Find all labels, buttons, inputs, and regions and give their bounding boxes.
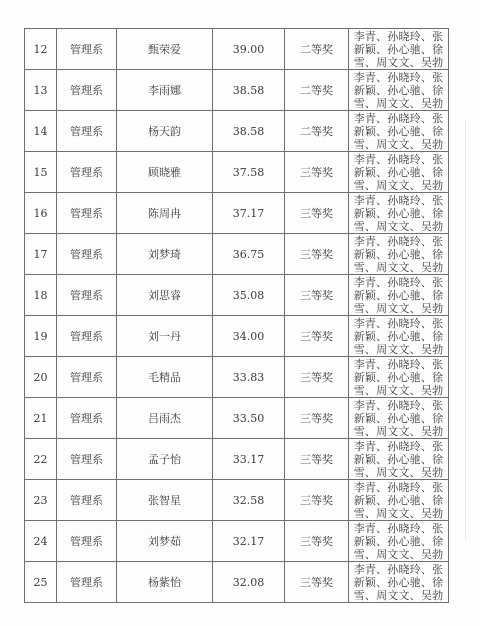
student-name-cell: 甄荣爱 xyxy=(117,29,213,70)
table-row xyxy=(25,234,449,275)
award-cell: 三等奖 xyxy=(285,275,349,316)
department-cell: 管理系 xyxy=(57,398,117,439)
scan-edge-line xyxy=(465,120,466,540)
row-number-cell: 14 xyxy=(25,111,57,152)
score-cell: 37.58 xyxy=(213,152,285,193)
row-number-cell: 13 xyxy=(25,70,57,111)
score-cell: 35.08 xyxy=(213,275,285,316)
student-name-cell: 刘思睿 xyxy=(117,275,213,316)
student-name-cell: 孟子怡 xyxy=(117,439,213,480)
department-cell: 管理系 xyxy=(57,562,117,603)
table-row xyxy=(25,562,449,603)
score-cell: 32.58 xyxy=(213,480,285,521)
table-row xyxy=(25,70,449,111)
table-row xyxy=(25,480,449,521)
table-row xyxy=(25,357,449,398)
row-number-cell: 12 xyxy=(25,29,57,70)
row-number-cell: 24 xyxy=(25,521,57,562)
award-cell: 三等奖 xyxy=(285,316,349,357)
score-cell: 32.08 xyxy=(213,562,285,603)
award-cell: 三等奖 xyxy=(285,521,349,562)
table-row xyxy=(25,398,449,439)
table-row xyxy=(25,193,449,234)
row-number-cell: 21 xyxy=(25,398,57,439)
award-cell: 三等奖 xyxy=(285,439,349,480)
instructors-cell: 李青、孙晓玲、张新颖、孙心驰、徐雪、周文文、吴勃 xyxy=(349,193,449,234)
row-number-cell: 23 xyxy=(25,480,57,521)
row-number-cell: 17 xyxy=(25,234,57,275)
department-cell: 管理系 xyxy=(57,29,117,70)
student-name-cell: 陈周冉 xyxy=(117,193,213,234)
award-cell: 二等奖 xyxy=(285,29,349,70)
department-cell: 管理系 xyxy=(57,193,117,234)
score-cell: 33.50 xyxy=(213,398,285,439)
department-cell: 管理系 xyxy=(57,111,117,152)
instructors-cell: 李青、孙晓玲、张新颖、孙心驰、徐雪、周文文、吴勃 xyxy=(349,562,449,603)
row-number-cell: 16 xyxy=(25,193,57,234)
award-cell: 二等奖 xyxy=(285,70,349,111)
award-table xyxy=(24,28,449,603)
department-cell: 管理系 xyxy=(57,357,117,398)
instructors-cell: 李青、孙晓玲、张新颖、孙心驰、徐雪、周文文、吴勃 xyxy=(349,70,449,111)
score-cell: 38.58 xyxy=(213,111,285,152)
score-cell: 38.58 xyxy=(213,70,285,111)
table-row xyxy=(25,29,449,70)
award-cell: 三等奖 xyxy=(285,398,349,439)
table-row xyxy=(25,439,449,480)
score-cell: 34.00 xyxy=(213,316,285,357)
score-cell: 33.17 xyxy=(213,439,285,480)
student-name-cell: 杨天韵 xyxy=(117,111,213,152)
department-cell: 管理系 xyxy=(57,521,117,562)
table-row xyxy=(25,316,449,357)
row-number-cell: 20 xyxy=(25,357,57,398)
row-number-cell: 15 xyxy=(25,152,57,193)
score-cell: 37.17 xyxy=(213,193,285,234)
student-name-cell: 刘梦琦 xyxy=(117,234,213,275)
instructors-cell: 李青、孙晓玲、张新颖、孙心驰、徐雪、周文文、吴勃 xyxy=(349,275,449,316)
instructors-cell: 李青、孙晓玲、张新颖、孙心驰、徐雪、周文文、吴勃 xyxy=(349,521,449,562)
award-cell: 三等奖 xyxy=(285,357,349,398)
instructors-cell: 李青、孙晓玲、张新颖、孙心驰、徐雪、周文文、吴勃 xyxy=(349,234,449,275)
student-name-cell: 杨紫怡 xyxy=(117,562,213,603)
score-cell: 33.83 xyxy=(213,357,285,398)
award-cell: 三等奖 xyxy=(285,193,349,234)
score-cell: 39.00 xyxy=(213,29,285,70)
award-cell: 三等奖 xyxy=(285,480,349,521)
student-name-cell: 刘梦茹 xyxy=(117,521,213,562)
row-number-cell: 19 xyxy=(25,316,57,357)
student-name-cell: 刘一丹 xyxy=(117,316,213,357)
award-cell: 三等奖 xyxy=(285,562,349,603)
instructors-cell: 李青、孙晓玲、张新颖、孙心驰、徐雪、周文文、吴勃 xyxy=(349,29,449,70)
table-row xyxy=(25,275,449,316)
department-cell: 管理系 xyxy=(57,234,117,275)
instructors-cell: 李青、孙晓玲、张新颖、孙心驰、徐雪、周文文、吴勃 xyxy=(349,480,449,521)
instructors-cell: 李青、孙晓玲、张新颖、孙心驰、徐雪、周文文、吴勃 xyxy=(349,152,449,193)
instructors-cell: 李青、孙晓玲、张新颖、孙心驰、徐雪、周文文、吴勃 xyxy=(349,316,449,357)
instructors-cell: 李青、孙晓玲、张新颖、孙心驰、徐雪、周文文、吴勃 xyxy=(349,439,449,480)
row-number-cell: 18 xyxy=(25,275,57,316)
instructors-cell: 李青、孙晓玲、张新颖、孙心驰、徐雪、周文文、吴勃 xyxy=(349,398,449,439)
row-number-cell: 22 xyxy=(25,439,57,480)
department-cell: 管理系 xyxy=(57,439,117,480)
award-cell: 三等奖 xyxy=(285,152,349,193)
row-number-cell: 25 xyxy=(25,562,57,603)
department-cell: 管理系 xyxy=(57,480,117,521)
award-table-body xyxy=(25,29,449,603)
department-cell: 管理系 xyxy=(57,152,117,193)
award-cell: 二等奖 xyxy=(285,111,349,152)
department-cell: 管理系 xyxy=(57,316,117,357)
award-cell: 三等奖 xyxy=(285,234,349,275)
table-row xyxy=(25,152,449,193)
department-cell: 管理系 xyxy=(57,70,117,111)
student-name-cell: 顾晓雅 xyxy=(117,152,213,193)
instructors-cell: 李青、孙晓玲、张新颖、孙心驰、徐雪、周文文、吴勃 xyxy=(349,111,449,152)
table-row xyxy=(25,111,449,152)
department-cell: 管理系 xyxy=(57,275,117,316)
score-cell: 36.75 xyxy=(213,234,285,275)
table-row xyxy=(25,521,449,562)
instructors-cell: 李青、孙晓玲、张新颖、孙心驰、徐雪、周文文、吴勃 xyxy=(349,357,449,398)
student-name-cell: 吕雨杰 xyxy=(117,398,213,439)
student-name-cell: 毛精品 xyxy=(117,357,213,398)
student-name-cell: 李雨娜 xyxy=(117,70,213,111)
score-cell: 32.17 xyxy=(213,521,285,562)
student-name-cell: 张智星 xyxy=(117,480,213,521)
